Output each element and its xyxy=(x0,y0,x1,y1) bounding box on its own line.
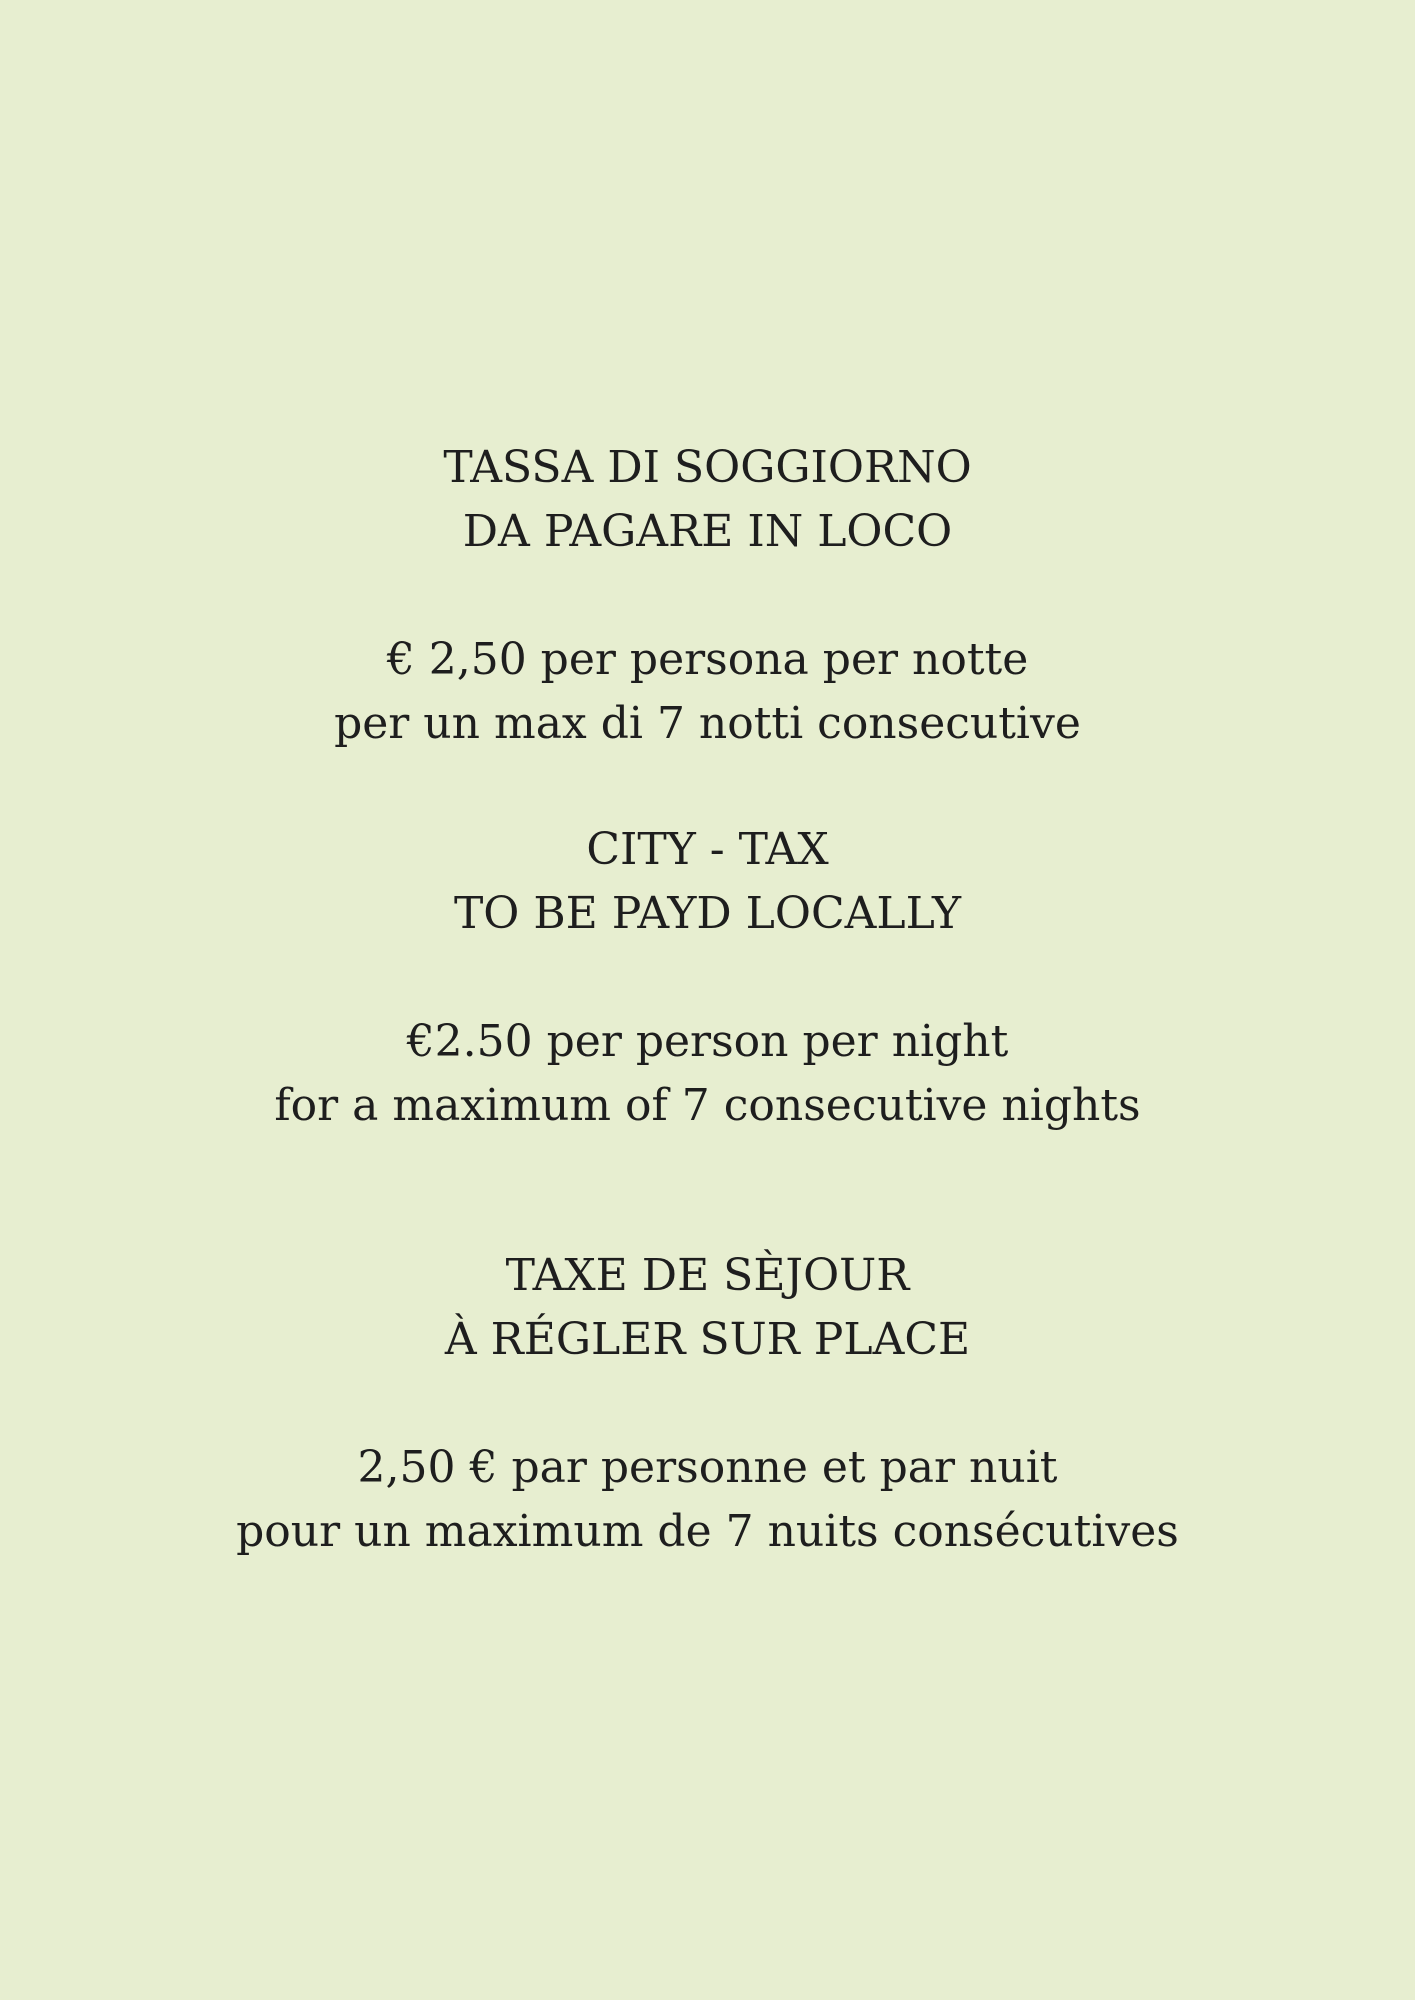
french-heading-line2: À RÉGLER SUR PLACE xyxy=(444,1314,971,1365)
french-heading-line1: TAXE DE SÈJOUR xyxy=(505,1250,910,1301)
english-detail-line1: €2.50 per person per night xyxy=(406,1016,1009,1067)
french-detail-line2: pour un maximum de 7 nuits consécutives xyxy=(236,1506,1179,1557)
english-heading-line2: TO BE PAYD LOCALLY xyxy=(453,888,962,939)
italian-heading-line2: DA PAGARE IN LOCO xyxy=(462,506,953,557)
english-detail-line2: for a maximum of 7 consecutive nights xyxy=(274,1080,1141,1131)
italian-detail-line2: per un max di 7 notti consecutive xyxy=(334,698,1081,749)
italian-heading-line1: TASSA DI SOGGIORNO xyxy=(443,442,972,493)
english-heading-line1: CITY - TAX xyxy=(586,824,829,875)
italian-detail-line1: € 2,50 per persona per notte xyxy=(386,634,1029,685)
french-detail-line1: 2,50 € par personne et par nuit xyxy=(357,1442,1058,1493)
